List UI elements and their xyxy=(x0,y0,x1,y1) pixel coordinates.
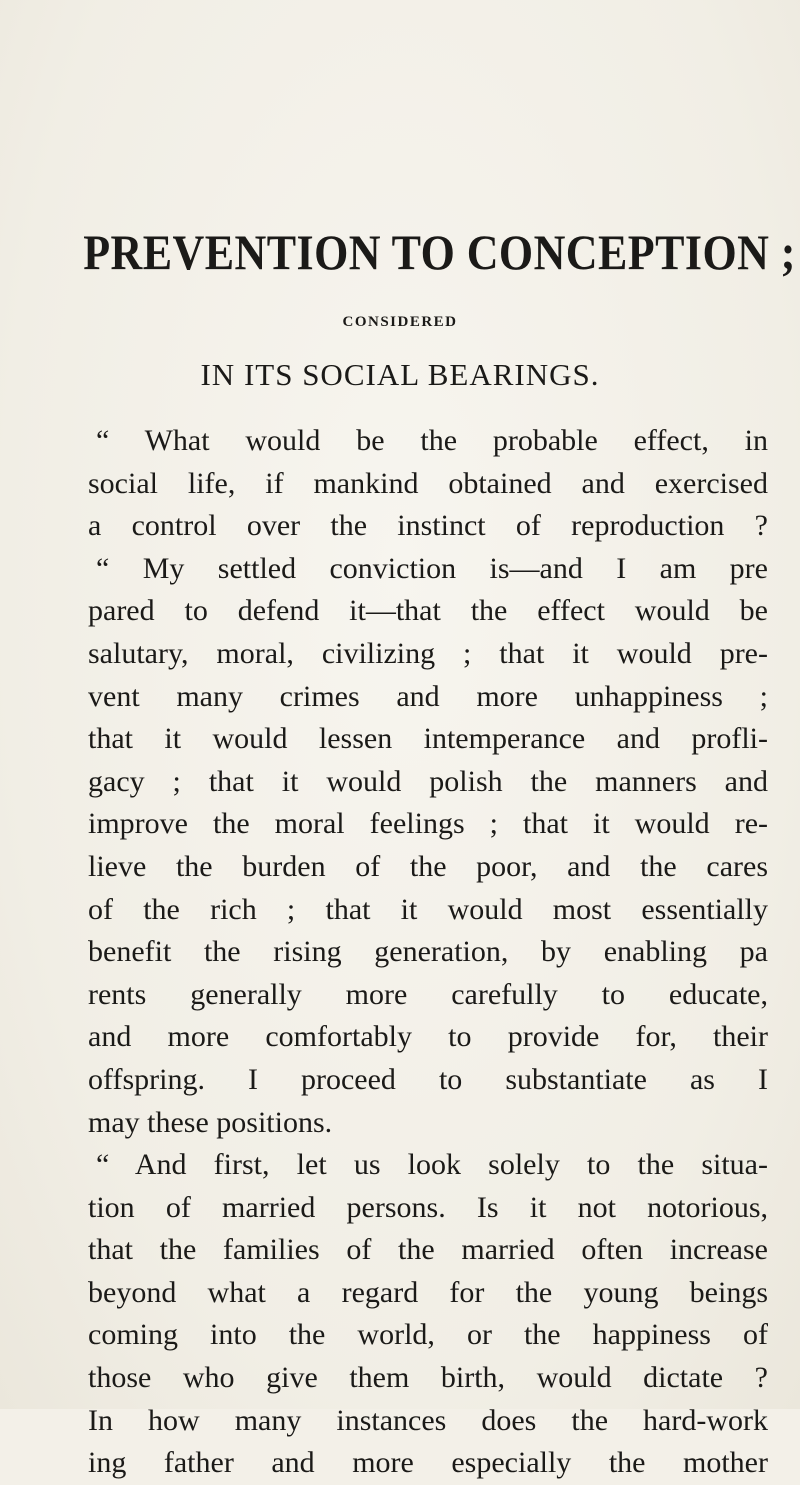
text-line: and more comfortably to provide for, their xyxy=(88,1020,768,1054)
text-line: tion of married persons. Is it not notorious, xyxy=(88,1190,768,1224)
text-line: that the families of the married often increase xyxy=(88,1233,768,1267)
page-title: PREVENTION TO CONCEPTION ; xyxy=(83,224,796,280)
text-line: gacy ; that it would polish the manners and xyxy=(88,764,768,798)
text-line: those who give them birth, would dictate ? xyxy=(88,1361,768,1395)
page-subtitle: IN ITS SOCIAL BEARINGS. xyxy=(200,357,600,392)
text-line: ing father and more especially the mother xyxy=(88,1446,768,1480)
text-line: salutary, moral, civilizing ; that it would pre- xyxy=(88,636,768,670)
considered-caption: CONSIDERED xyxy=(342,314,458,330)
text-line: pared to defend it—that the effect would be xyxy=(88,594,768,628)
text-line: beyond what a regard for the young beings xyxy=(88,1275,768,1309)
text-line: may these positions. xyxy=(88,1105,333,1139)
text-line: coming into the world, or the happiness of xyxy=(88,1318,768,1352)
text-line: improve the moral feelings ; that it would re- xyxy=(88,807,768,841)
text-line: vent many crimes and more unhappiness ; xyxy=(88,679,768,713)
body-text xyxy=(88,420,768,1485)
text-line: benefit the rising generation, by enabling pa xyxy=(88,935,768,969)
text-line: “ What would be the probable effect, in xyxy=(96,424,768,457)
text-line: “ And first, let us look solely to the situa- xyxy=(96,1148,768,1182)
text-line: “ My settled conviction is—and I am pre xyxy=(96,551,768,585)
text-line: social life, if mankind obtained and exercised xyxy=(88,466,768,500)
text-line: rents generally more carefully to educate, xyxy=(88,977,768,1011)
text-line: lieve the burden of the poor, and the cares xyxy=(88,849,768,883)
text-line: In how many instances does the hard-work xyxy=(88,1403,768,1437)
text-line: offspring. I proceed to substantiate as I xyxy=(88,1062,768,1096)
text-line: of the rich ; that it would most essentially xyxy=(88,892,768,926)
text-line: that it would lessen intemperance and profli- xyxy=(88,722,768,756)
text-line: a control over the instinct of reproduction ? xyxy=(88,509,768,543)
